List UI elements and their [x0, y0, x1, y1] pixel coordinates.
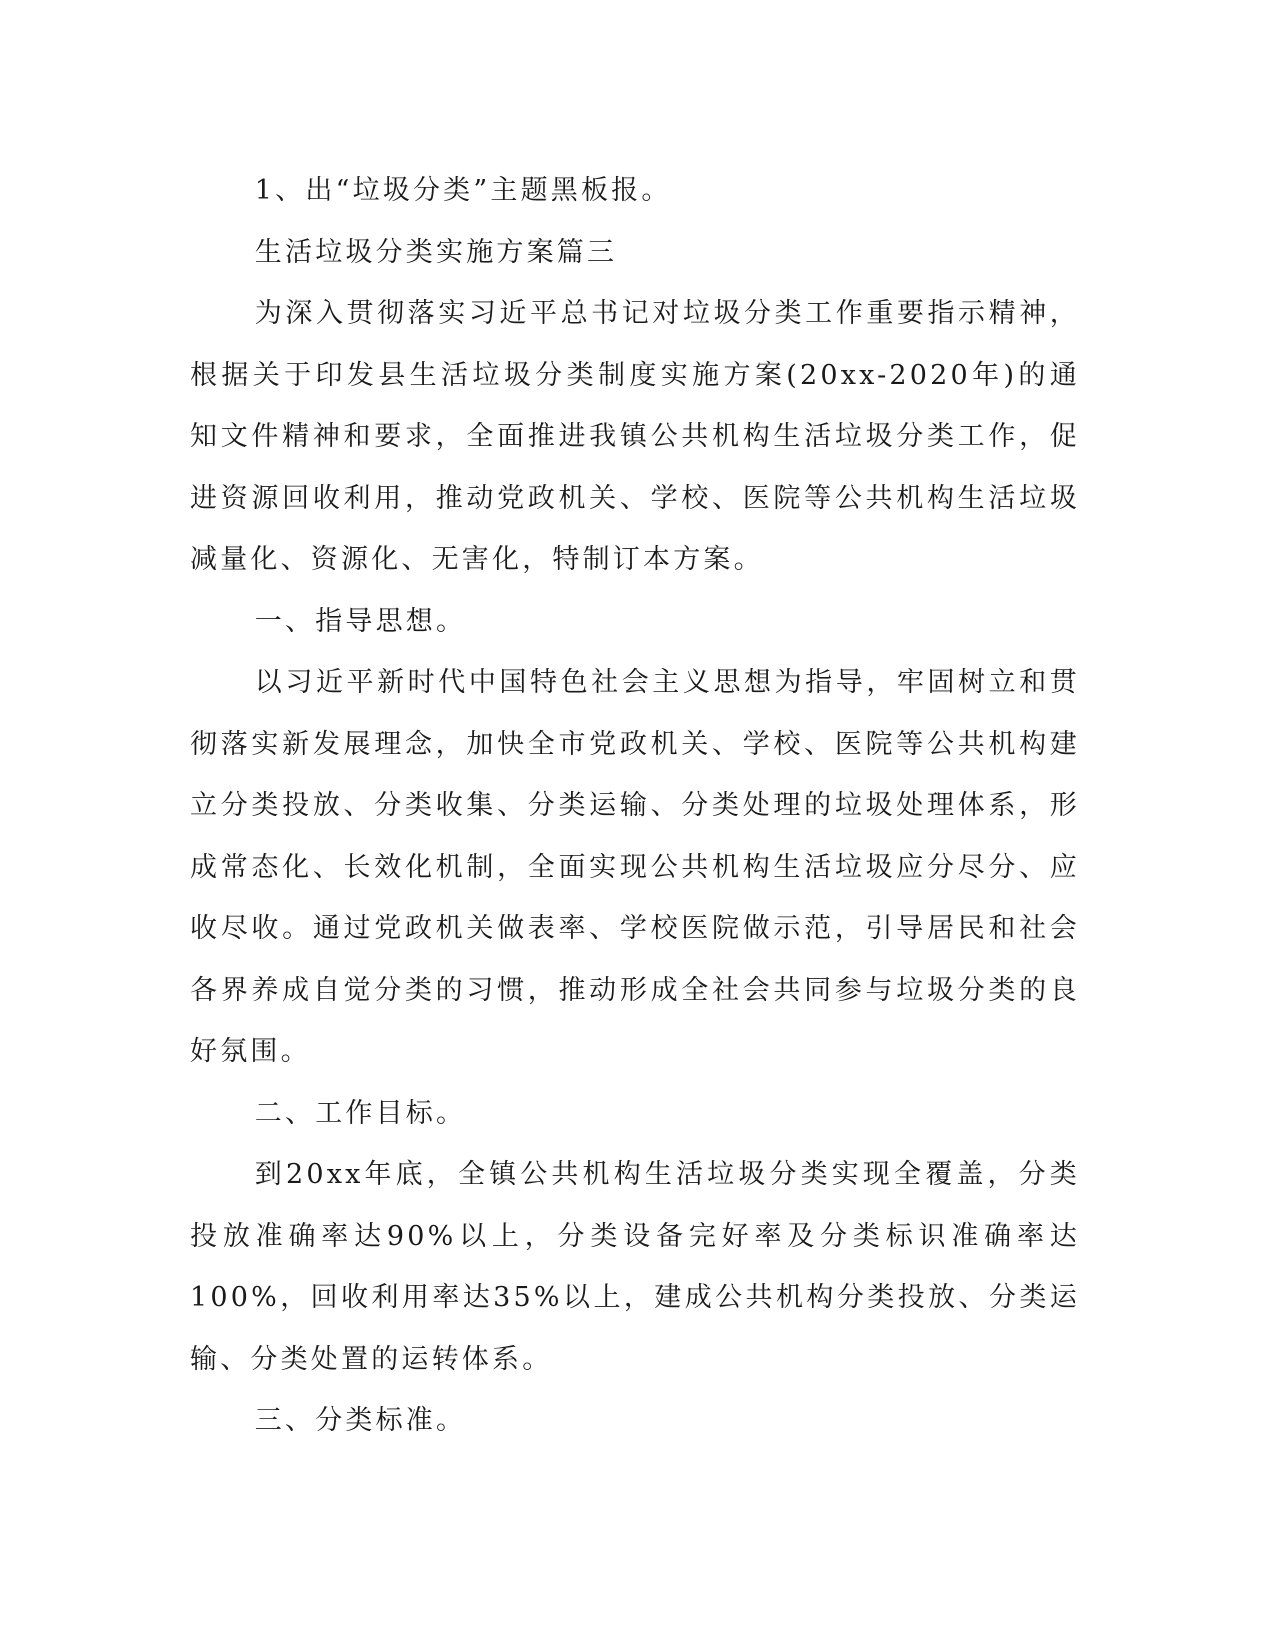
- list-item-blackboard: 1、出“垃圾分类”主题黑板报。: [254, 175, 672, 206]
- heading-classification-standards: 三、分类标准。: [254, 1405, 467, 1436]
- intro-paragraph: 为深入贯彻落实习近平总书记对垃圾分类工作重要指示精神，根据关于印发县生活垃圾分类制度实施方案(20xx-2020年)的通知文件精神和要求，全面推进我镇公共机构生活垃圾分类工作，促进资源回收利用，推动党政机关、学校、医院等公共机构生活垃圾减量化、资源化、无害化，特制订本方案。: [190, 298, 1080, 575]
- section-title: 生活垃圾分类实施方案篇三: [254, 236, 618, 268]
- work-goals-paragraph: 到20xx年底，全镇公共机构生活垃圾分类实现全覆盖，分类投放准确率达90%以上，分类设备完好率及分类标识准确率达100%，回收利用率达35%以上，建成公共机构分类投放、分类运输、分类处置的运转体系。: [190, 1159, 1080, 1375]
- heading-work-goals: 二、工作目标。: [254, 1097, 467, 1129]
- guiding-ideology-paragraph: 以习近平新时代中国特色社会主义思想为指导，牢固树立和贯彻落实新发展理念，加快全市党政机关、学校、医院等公共机构建立分类投放、分类收集、分类运输、分类处理的垃圾处理体系，形成常态化、长效化机制，全面实现公共机构生活垃圾应分尽分、应收尽收。通过党政机关做表率、学校医院做示范，引导居民和社会各界养成自觉分类的习惯，推动形成全社会共同参与垃圾分类的良好氛围。: [190, 667, 1080, 1067]
- document-body: [190, 160, 1080, 1452]
- heading-guiding-ideology: 一、指导思想。: [254, 605, 467, 637]
